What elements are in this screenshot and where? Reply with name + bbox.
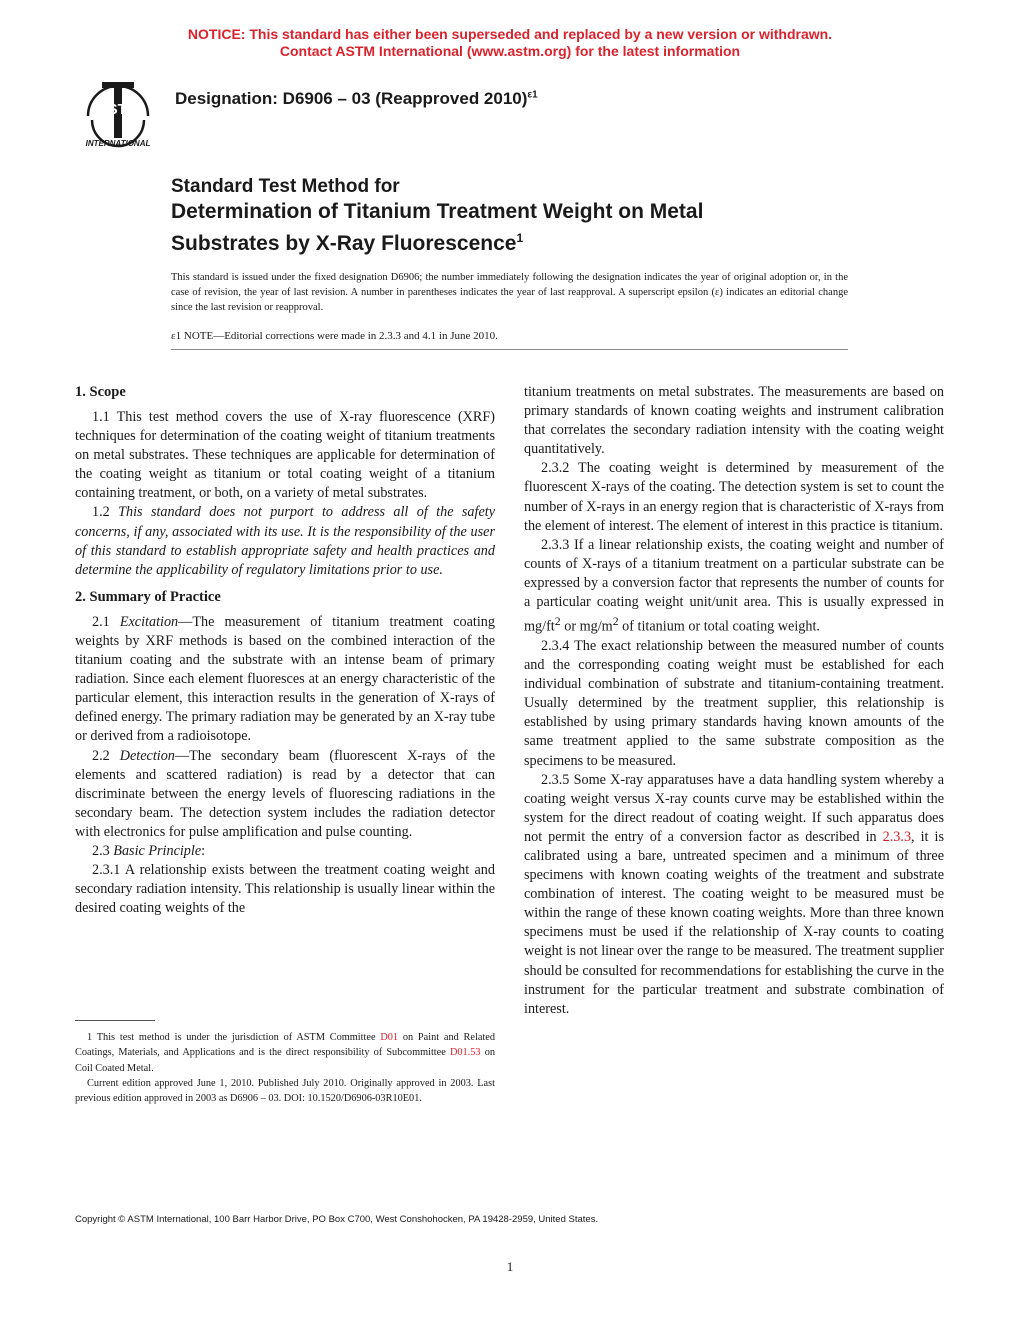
logo-subtext: INTERNATIONAL	[85, 139, 151, 148]
superscript-2b: 2	[612, 614, 619, 629]
designation-sup: ε1	[527, 89, 538, 101]
para-2-3-2: 2.3.2 The coating weight is determined by measurement of the fluorescent X-rays of the coating. The detection system is set to count the number of X-rays in an energy region that is characteristic of X-rays from the element of interest. The element of interest in this practice is titanium.	[524, 460, 944, 534]
footnotes	[75, 1030, 495, 1106]
para-1-2	[75, 503, 495, 579]
title-footnote-ref: 1	[516, 231, 524, 245]
para-1-1: 1.1 This test method covers the use of X-ray fluorescence (XRF) techniques for determination of the coating weight of titanium treatments on metal substrates. These techniques are applicable for determination of the coating weight as titanium or total coating weight of a titanium containing treatment, or both, on a variety of metal substrates.	[75, 409, 495, 502]
standard-intro: This standard is issued under the fixed designation D6906; the number immediately following the designation indicates the year of original adoption or, in the case of revision, the year of last revision. A number in parentheses indicates the year of last reapproval. A superscript epsilon (ε) indicates an editorial change since the last revision or reapproval.	[171, 272, 848, 313]
title-line-1: Standard Test Method for	[171, 176, 400, 197]
para-2-3-3-c: of titanium or total coating weight.	[618, 618, 820, 635]
withdrawal-notice	[0, 26, 1020, 60]
footnote-1	[75, 1030, 495, 1076]
header-divider	[171, 349, 848, 350]
title-line-3-text: Substrates by X-Ray Fluorescence	[171, 232, 517, 255]
para-2-3-5-a: 2.3.5 Some X-ray apparatuses have a data handling system whereby a coating weight versus X-ray counts curve may be established within the system for the direct readout of coating weight. If such apparatus does not permit the entry of a conversion factor as described in	[524, 771, 944, 845]
copyright: Copyright © ASTM International, 100 Barr Harbor Drive, PO Box C700, West Conshohocken, PA 19428-2959, United States.	[75, 1214, 599, 1225]
astm-logo	[78, 76, 158, 148]
para-2-3-term: Basic Principle	[113, 842, 202, 859]
committee-link[interactable]: D01	[380, 1032, 399, 1043]
para-2-1	[75, 613, 495, 747]
notice-line-2: Contact ASTM International (www.astm.org) for the latest information	[279, 43, 741, 59]
para-1-2-num: 1.2	[92, 504, 119, 521]
para-1-2-text: This standard does not purport to address all of the safety concerns, if any, associated with its use. It is the responsibility of the user of this standard to establish appropriate safety and health practices and determine the applicability of regulatory limitations prior to use.	[75, 504, 495, 578]
logo-text: ASTM	[96, 101, 140, 118]
subcommittee-link[interactable]: D01.53	[449, 1047, 481, 1059]
para-2-2-term: Detection	[119, 747, 175, 764]
para-2-3	[75, 842, 495, 861]
para-2-3-3-b: or mg/m	[560, 618, 613, 635]
footnote-1-a: 1 This test method is under the jurisdiction of ASTM Committee	[87, 1032, 381, 1043]
para-2-2	[75, 747, 495, 842]
para-2-3-end: :	[201, 842, 206, 859]
para-2-3-1-continued: titanium treatments on metal substrates. The measurements are based on primary standards of known coating weights and instrument calibration that correlates the secondary radiation intensity with the coating weight quantitatively.	[524, 384, 944, 458]
title-line-2: Determination of Titanium Treatment Weight on Metal	[171, 200, 704, 223]
footnote-1-b: on Paint and Related Coatings, Materials, and Applications and is the direct responsibility of Subcommittee	[75, 1032, 495, 1059]
superscript-2: 2	[554, 614, 561, 629]
right-column	[524, 383, 944, 1019]
para-2-3-4: 2.3.4 The exact relationship between the measured number of counts and the corresponding coating weight must be established for each individual combination of substrate and titanium-containing treatment. Usually determined by the treatment supplier, this relationship is established by using primary standards having known amounts of the same treatment applied to the same substrate composition as the specimens to be measured.	[524, 637, 944, 769]
editorial-note: ε1 NOTE—Editorial corrections were made in 2.3.3 and 4.1 in June 2010.	[171, 330, 498, 342]
para-2-3-1: 2.3.1 A relationship exists between the treatment coating weight and secondary radiation intensity. This relationship is usually linear within the desired coating weights of the	[75, 862, 495, 917]
left-column	[75, 383, 495, 918]
designation-text: Designation: D6906 – 03 (Reapproved 2010)	[175, 89, 528, 108]
para-2-3-3-a: 2.3.3 If a linear relationship exists, the coating weight and number of counts of X-rays of a titanium treatment on a particular substrate can be expressed by a conversion factor that represents the number of counts for a particular coating weight unit/unit area. This is usually expressed in mg/ft	[524, 536, 944, 635]
summary-heading: 2. Summary of Practice	[75, 588, 221, 605]
notice-line-1: NOTICE: This standard has either been superseded and replaced by a new version or withdrawn.	[187, 26, 833, 42]
scope-heading: 1. Scope	[75, 384, 126, 400]
section-link-2-3-3[interactable]: 2.3.3	[882, 828, 912, 845]
footnote-1-c: on Coil Coated Metal.	[75, 1047, 495, 1074]
footnote-2: Current edition approved June 1, 2010. Published July 2010. Originally approved in 2003. Last previous edition approved in 2003 as D6906 – 03. DOI: 10.1520/D6906-03R10E01.	[75, 1077, 495, 1105]
para-2-1-num: 2.1	[92, 613, 120, 630]
document-title	[171, 175, 703, 257]
designation	[175, 89, 538, 109]
footnote-divider	[75, 1020, 155, 1021]
title-line-3	[171, 225, 703, 257]
para-2-3-5	[524, 771, 944, 1019]
para-2-1-text: —The measurement of titanium treatment coating weights by XRF methods is based on the combined interaction of the titanium coating and the substrate with an intense beam of primary radiation. Since each element fluoresces at an energy characteristic of the particular element, this interaction results in the generation of X-rays of defined energy. The primary radiation may be generated by an X-ray tube or derived from a radioisotope.	[75, 613, 495, 745]
para-2-2-num: 2.2	[92, 747, 120, 764]
para-2-3-3	[524, 536, 944, 637]
para-2-1-term: Excitation	[119, 613, 179, 630]
para-2-3-num: 2.3	[92, 842, 114, 859]
para-2-2-text: —The secondary beam (fluorescent X-rays of the elements and scattered radiation) is read by a detector that can discriminate between the energy levels of fluorescing radiations in the secondary beam. The detection system includes the radiation detector with electronics for pulse amplification and pulse counting.	[75, 747, 495, 840]
page-number: 1	[506, 1259, 514, 1274]
para-2-3-5-b: , it is calibrated using a bare, untreated specimen and a minimum of three specimens with known coating weights of the treatment and substrate combination of interest. The coating weight to be measured must be within the range of these known coating weights. More than three known specimens must be used if the relationship of X-ray counts to coating weight is not linear over the range to be measured. The treatment supplier should be consulted for recommendations for establishing the curve in the instrument for the particular treatment and substrate combination of interest.	[524, 828, 944, 1017]
